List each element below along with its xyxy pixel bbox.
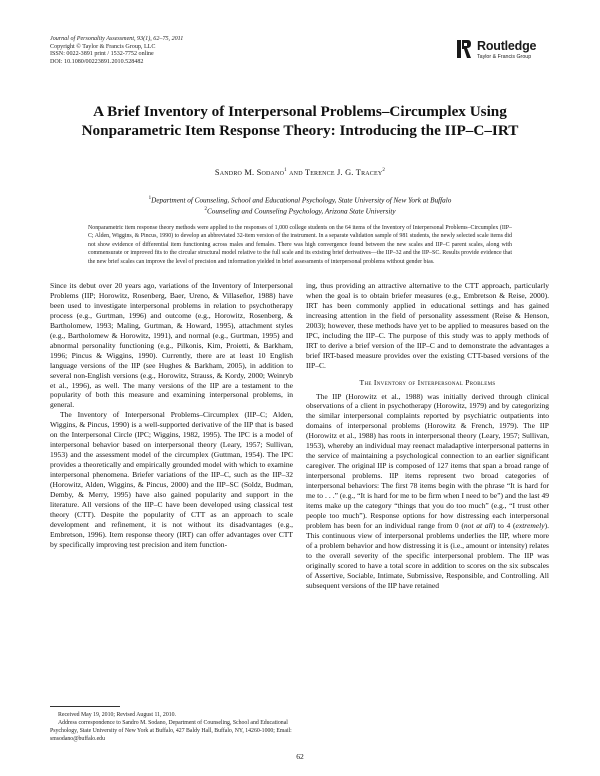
- author-affil-marker: 2: [382, 168, 386, 174]
- copyright-line: Copyright © Taylor & Francis Group, LLC: [50, 43, 156, 50]
- affil-marker: 1: [148, 196, 152, 201]
- doi-line: DOI: 10.1080/00223891.2010.528482: [50, 58, 144, 65]
- received-note: Received May 19, 2010; Revised August 11, 2010.: [58, 712, 176, 718]
- author-affil-marker: 1: [284, 168, 287, 174]
- journal-line: Journal of Personality Assessment, 93(1), 62–75, 2011: [50, 36, 184, 42]
- section-heading: The Inventory of Interpersonal Problems: [359, 377, 496, 387]
- author-name: Terence J. G. Tracey: [304, 168, 383, 177]
- footnotes: [50, 712, 293, 744]
- publisher-tagline: Taylor & Francis Group: [477, 54, 532, 60]
- paragraph: The Inventory of Interpersonal Problems–Circumplex (IIP–C; Alden, Wiggins, & Pincus, 1990) is a well-supported derivative of the IIP that is based on the Interpersonal Circle (IPC; Wiggins, 1982, 1995). The IPC is a model of interpersonal behavior based on interpersonal theory (Leary, 1957; Sullivan, 1953) and the assessment model of the circumplex (Guttman, 1954). The IPC provides a theoretically and empirically grounded model with which to examine interpersonal phenomena. Briefer variations of the IIP–C, such as the IIP–32 (Horowitz, Alden, Wiggins, & Pincus, 2000) and the IIP–SC (Soldz, Budman, Demby, & Merry, 1995) have also gained popularity and support in the literature. All versions of the IIP–C have been developed using classical test theory (CTT). Despite the popularity of CTT as an approach to scale development and refinement, it is not without its disadvantages (e.g., Embretson, 1996). Item response theory (IRT) can offer advantages over CTT by specifically improving test precision and item function-: [50, 410, 293, 549]
- author-line: [80, 168, 520, 177]
- author-joiner: and: [286, 168, 305, 177]
- publisher-name: Routledge: [477, 39, 537, 53]
- abstract: Nonparametric item response theory methods were applied to the responses of 1,000 college students on the 64 items of the Inventory of Interpersonal Problems–Circumplex (IIP–C; Alden, Wiggins, & Pincus, 1990) to develop an abbreviated 32-item version of the instrument. In a separate validation sample of 981 students, the newly selected scale items did not show evidence of differential item functioning across males and females. There was high convergence found between the new scales and IIP–C parent scales, along with commensurate or improved fits to the circular structural model relative to the full scale and its existing brief derivatives—the IIP–32 and the IIP–SC. Results provide evidence that the new brief scales can improve the level of precision and information yielded in brief assessments of interpersonal problems without gender bias.: [88, 225, 512, 265]
- body-column-right: [306, 281, 549, 591]
- paragraph: Since its debut over 20 years ago, variations of the Inventory of Interpersonal Problems (IIP; Horowitz, Rosenberg, Baer, Ureno, & Villaseñor, 1988) have been used to investigate interpersonal problems in relation to psychotherapy process (e.g., Gurtman, 1996) and outcome (e.g., Horowitz, Rosenberg, & Bartholomew, 1993; Maling, Gurtman, & Howard, 1995), attachment styles (e.g., Bartholomew & Horowitz, 1991), and normal (e.g., Gurtman, 1995) and abnormal personality functioning (e.g., Pilkonis, Kim, Proietti, & Barkham, 1996; Pincus & Wiggins, 1990). Currently, there are at least 10 English language versions of the IIP (see Hughes & Barkham, 2005), in addition to several non-English versions (e.g., Horowitz, Strauss, & Kordy, 2000; Weinryb et al., 1996), as well. The many versions of the IIP are a testament to the popularity of both this measure and examining interpersonal problems, in general.: [50, 281, 293, 410]
- paragraph: ing, thus providing an attractive alternative to the CTT approach, particularly when the goal is to obtain briefer measures (e.g., Embretson & Reise, 2000). IRT has been commonly applied in educational settings and has gained increasing attention in the field of personality assessment (Reise & Henson, 2003); however, these methods have yet to be applied to measures based on the IPC, including the IIP–C. The purpose of this study was to apply methods of IRT to derive a brief version of the IIP–C and to demonstrate the advantages a brief IRT-based measure provides over the existing CTT-based versions of the IIP–C.: [306, 281, 549, 370]
- affiliations: [60, 194, 540, 217]
- publisher-logo: [457, 39, 557, 63]
- author-name: Sandro M. Sodano: [214, 168, 285, 177]
- body-column-left: [50, 281, 293, 550]
- affiliation-2: $^2$Counseling and Counseling Psychology, Arizona State University: [204, 207, 396, 216]
- affiliation-1: $^1$Department of Counseling, School and Educational Psychology, State University of New York at Buffalo: [148, 196, 452, 205]
- issn-line: ISSN: 0022-3891 print / 1532-7752 online: [50, 51, 154, 58]
- page-number: 62: [296, 752, 304, 761]
- correspondence-note: Address correspondence to Sandro M. Sodano, Department of Counseling, School and Educational Psychology, State University of New York at Buffalo, 427 Baldy Hall, Buffalo, NY, 14260-1000; Email: smsodano@buffalo.edu: [50, 719, 292, 742]
- footnote-divider: [50, 706, 120, 707]
- article-title: A Brief Inventory of Interpersonal Problems–Circumplex Using Nonparametric Item Response Theory: Introducing the IIP–C–IRT: [81, 103, 519, 139]
- paragraph: The IIP (Horowitz et al., 1988) was initially derived through clinical observations of a client in psychotherapy (Horowitz, 1979) and by categorizing the similar interpersonal complaints reported by psychiatric outpatients into domains of interpersonal problems (Horowitz & French, 1979). The IIP (Horowitz et al., 1988) has roots in interpersonal theory (Leary, 1957; Sullivan, 1953), whereby an individual may reenact maladaptive interpersonal patterns in the service of maintaining a psychological connection to an earlier significant caregiver. The original IIP is composed of 127 items that span a broad range of interpersonal problems. IIP items represent two broad categories of interpersonal behaviors: The first 78 items begin with the phrase “It is hard for me to . . .” (e.g., “It is hard for me to be firm when I need to be”) and the last 49 items make up the category “things that you do too much” (e.g., “I trust other people too much”). Response options for how distressing each interpersonal problem has been for an individual range from 0 (not at all) to 4 (extremely). This continuous view of interpersonal problems underlies the IIP, where more of a problem behavior and how distressing it is (i.e., amount or intensity) relates to the overall severity of the specific interpersonal problem. The IIP was originally scored to have a total score in addition to scores on the six subscales of Assertive, Sociable, Intimate, Submissive, Responsible, and Controlling. All subsequent versions of the IIP have retained: [306, 391, 549, 590]
- affil-marker: 2: [204, 207, 207, 213]
- routledge-mark-icon: [457, 40, 471, 58]
- journal-citation-block: [50, 36, 183, 66]
